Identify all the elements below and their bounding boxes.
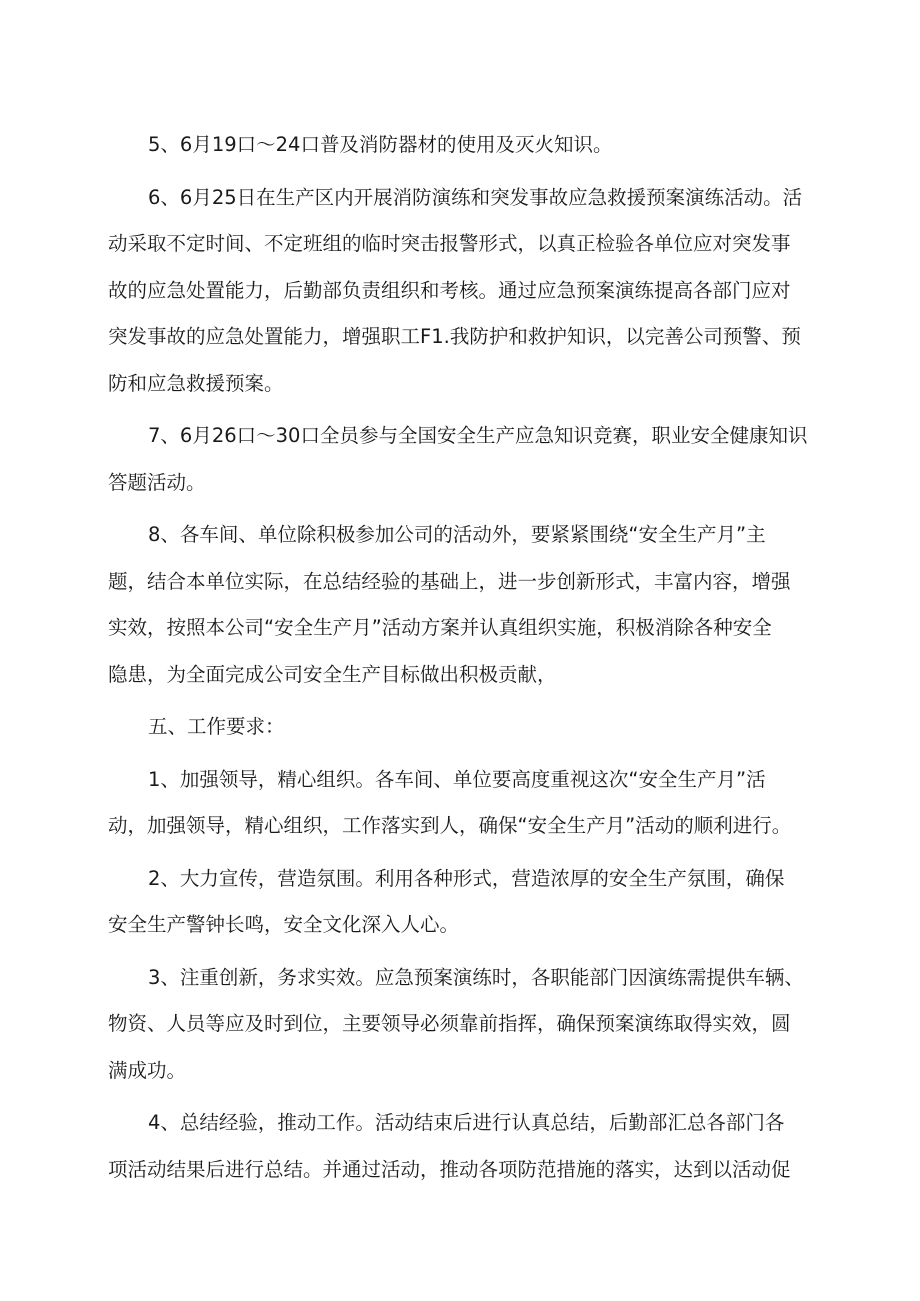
text-line: 题，结合本单位实际，在总结经验的基础上，进一步创新形式，丰富内容，增强	[108, 569, 791, 593]
paragraph-item-5	[108, 122, 820, 169]
text-line: 6、6月25日在生产区内开展消防演练和突发事故应急救援预案演练活动。活	[148, 185, 803, 209]
text-line: 5、6月19口～24口普及消防器材的使用及灭火知识。	[148, 133, 613, 156]
text-line: 实效，按照本公司“安全生产月”活动方案并认真组织实施，积极消除各种安全	[108, 616, 772, 639]
section-heading-work-requirements	[108, 704, 820, 751]
text-line: 突发事故的应急处置能力，增强职工F1.我防护和救护知识，以完善公司预警、预	[108, 325, 801, 348]
paragraph-item-7	[108, 413, 820, 506]
text-line: 满成功。	[108, 1058, 187, 1082]
text-line: 动采取不定时间、不定班组的临时突击报警形式，以真正检验各单位应对突发事	[108, 232, 791, 255]
paragraph-requirement-4	[108, 1100, 820, 1193]
paragraph-requirement-2	[108, 856, 820, 949]
text-line: 故的应急处置能力，后勤部负责组织和考核。通过应急预案演练提高各部门应对	[108, 278, 791, 302]
section-heading-text: 五、工作要求：	[148, 715, 285, 738]
text-line: 动，加强领导，精心组织，工作落实到人，确保“安全生产月”活动的顺利进行。	[108, 814, 792, 837]
text-line: 4、总结经验，推动工作。活动结束后进行认真总结，后勤部汇总各部门各	[148, 1111, 785, 1134]
text-line: 隐患，为全面完成公司安全生产目标做出积极贡献，	[108, 662, 557, 686]
text-line: 3、注重创新，务求实效。应急预案演练时，各职能部门因演练需提供车辆、	[148, 965, 804, 989]
document-body	[108, 122, 820, 1199]
text-line: 2、大力宣传，营造氛围。利用各种形式，营造浓厚的安全生产氛围，确保	[148, 866, 785, 890]
text-line: 防和应急救援预案。	[108, 371, 284, 395]
text-line: 8、各车间、单位除积极参加公司的活动外，要紧紧围绕“安全生产月”主	[148, 523, 766, 546]
paragraph-item-6	[108, 175, 820, 408]
paragraph-requirement-3	[108, 955, 820, 1095]
text-line: 1、加强领导，精心组织。各车间、单位要高度重视这次“安全生产月”活	[148, 767, 766, 791]
paragraph-item-8	[108, 512, 820, 698]
text-line: 安全生产警钟长鸣，安全文化深入人心。	[108, 913, 460, 936]
text-line: 7、6月26口～30口全员参与全国安全生产应急知识竞赛，职业安全健康知识	[148, 424, 808, 447]
paragraph-requirement-1	[108, 757, 820, 850]
text-line: 物资、人员等应及时到位，主要领导必须靠前指挥，确保预案演练取得实效，圆	[108, 1012, 791, 1035]
text-line: 答题活动。	[108, 470, 206, 494]
text-line: 项活动结果后进行总结。并通过活动，推动各项防范措施的落实，达到以活动促	[108, 1157, 791, 1181]
